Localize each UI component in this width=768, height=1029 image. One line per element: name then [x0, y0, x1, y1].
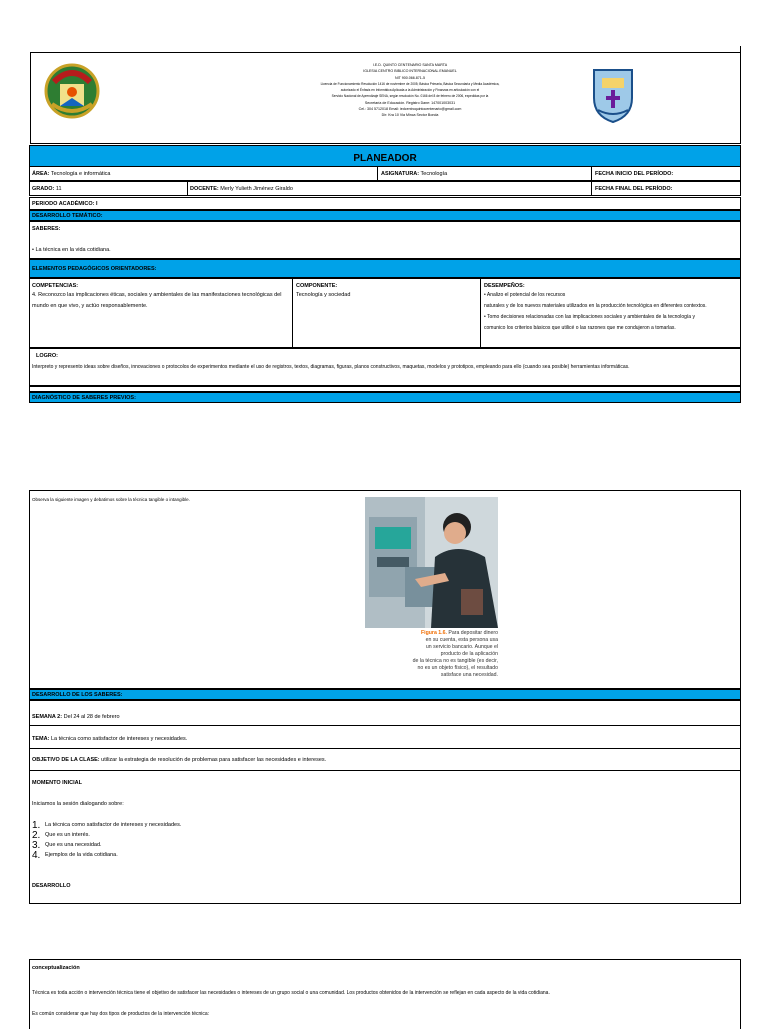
- desarrollo-tematico-bar: [29, 210, 741, 221]
- momento-label: MOMENTO INICIAL: [32, 780, 83, 786]
- saberes-box: [29, 221, 741, 259]
- header-line: Secretaría de Educación. Registro Dane: 147001003031: [364, 100, 456, 105]
- elementos-bar: [29, 259, 741, 278]
- area-field: ÁREA: Tecnología e informática: [32, 171, 111, 177]
- divider: [187, 181, 188, 196]
- componente-cell: COMPONENTE: Tecnología y sociedad: [296, 283, 351, 298]
- divider: [480, 278, 481, 348]
- header-line: Cel.: 304 5712018 Email: iedcentroquintocentenario@gmail.com: [358, 107, 462, 112]
- header-line: Licencia de Funcionamiento Resolución 1416 de noviembre de 2005; Básica Primaria, Básica Secundaria y Media Académica,: [320, 81, 500, 86]
- tema-field: TEMA: La técnica como satisfactor de intereses y necesidades.: [32, 736, 188, 742]
- header-line: Servicio Nacional de Aprendizaje SENA, según resolución No. 0166 del 8 de febrero de 2006, expedidas por la: [331, 94, 489, 99]
- fecha-final-label: FECHA FINAL DEL PERÍODO:: [595, 186, 673, 192]
- header-edge-line: [740, 46, 741, 54]
- header-text: [280, 62, 540, 119]
- desempenos-cell: DESEMPEÑOS: • Analizo el potencial de los recursos naturales y de los nuevos materiales utilizados en la producción tecnológica en diferentes contextos. • Tomo decisiones relacionadas con las implicaciones sociales y ambientales de la tecnología y comunico los criterios básicos que utilicé o las razones que me condujeron a tomarlas.: [484, 283, 707, 331]
- topics-list: [32, 820, 181, 860]
- page-title: PLANEADOR: [353, 153, 417, 164]
- divider: [29, 770, 741, 771]
- diagnostico-instruction: Observa la siguiente imagen y debatimos sobre la técnica tangible o intangible.: [32, 497, 190, 502]
- divider: [377, 166, 378, 181]
- planeador-title-bar: [29, 145, 741, 167]
- semana-field: SEMANA 2: Del 24 al 28 de febrero: [32, 714, 120, 720]
- section-heading: ELEMENTOS PEDAGÓGICOS ORIENTADORES:: [32, 266, 157, 272]
- grado-field: GRADO: 11: [32, 186, 62, 192]
- conceptualizacion-p2: Es común considerar que hay dos tipos de productos de la intervención técnica:: [32, 1011, 210, 1017]
- logro-label: LOGRO:: [36, 353, 58, 359]
- diagnostico-bar: [29, 392, 741, 403]
- conceptualizacion-title: conceptualización: [32, 965, 80, 971]
- header-line: Dir: Kra 10 Via Minca Sector Bonda: [381, 113, 439, 118]
- iniciamos-text: Iniciamos la sesión dialogando sobre:: [32, 801, 124, 807]
- desarrollo-box: [29, 700, 741, 904]
- desarrollo-label: DESARROLLO: [32, 883, 71, 889]
- section-heading: DIAGNÓSTICO DE SABERES PREVIOS:: [32, 395, 136, 401]
- church-shield-icon: [590, 64, 636, 124]
- objetivo-field: OBJETIVO DE LA CLASE: utilizar la estrategia de resolución de problemas para satisfacer las necesidades e intereses.: [32, 757, 327, 763]
- conceptualizacion-p1: Técnica es toda acción o intervención técnica tiene el objetivo de satisfacer las necesidades o intereses de un grupo social o una comunidad. Los productos obtenidos de la intervención se reflejan en cada aspecto de la vida cotidiana.: [32, 990, 550, 996]
- logro-text: Interpreto y represento ideas sobre diseños, innovaciones o protocolos de experimentos mediante el uso de registros, textos, diagramas, figuras, planos constructivos, maquetas, modelos y prototipos, empleando para ello (cuando sea posible) herramientas informáticas.: [32, 364, 630, 370]
- asignatura-field: ASIGNATURA: Tecnología: [381, 171, 448, 177]
- saberes-item: • La técnica en la vida cotidiana.: [32, 247, 111, 253]
- header-line: NIT 900.066.871-5: [395, 75, 425, 80]
- divider: [292, 278, 293, 348]
- header-line: I.E.D. QUINTO CENTENARIO SANTA MARTA: [372, 63, 448, 67]
- atm-photo: [365, 497, 498, 628]
- list-item: 4. Ejemplos de la vida cotidiana.: [32, 849, 118, 861]
- docente-field: DOCENTE: Merly Yulieth Jiménez Giraldo: [190, 186, 293, 192]
- competencias-cell: COMPETENCIAS: 4. Reconozco las implicaciones éticas, sociales y ambientales de las manifestaciones tecnológicas del mundo en que vivo, y actúo responsablemente.: [32, 283, 282, 309]
- divider: [29, 748, 741, 749]
- divider: [29, 725, 741, 726]
- list-item: 1. La técnica como satisfactor de intereses y necesidades.: [32, 819, 182, 831]
- list-item: 2. Que es un interés.: [32, 829, 90, 841]
- desarrollo-saberes-bar: [29, 689, 741, 700]
- photo-caption: Figura 1.6. Para depositar dinero en su cuenta, esta persona usa un servicio bancario. Aunque el producto de la aplicación de la técnica no es tangible (es decir, no es un objeto físico), el resultado satisface una necesidad.: [412, 630, 498, 678]
- fecha-inicio-label: FECHA INICIO DEL PERÍODO:: [595, 171, 674, 177]
- periodo-label: PERIODO ACADÉMICO: I: [32, 201, 98, 207]
- row-periodo: [29, 197, 741, 210]
- saberes-label: SABERES:: [32, 226, 61, 232]
- school-seal-icon: [44, 60, 100, 122]
- list-item: 3. Que es una necesidad.: [32, 839, 102, 851]
- section-heading: DESARROLLO DE LOS SABERES:: [32, 692, 123, 698]
- header-line: IGLESIA CENTRO BIBLICO INTERNACIONAL EMANUEL: [363, 69, 457, 74]
- header-line: autorizado el Énfasis en Informática Aplicada a la Administración y Finanzas en articulación con el: [340, 88, 480, 93]
- section-heading: DESARROLLO TEMÁTICO:: [32, 213, 103, 219]
